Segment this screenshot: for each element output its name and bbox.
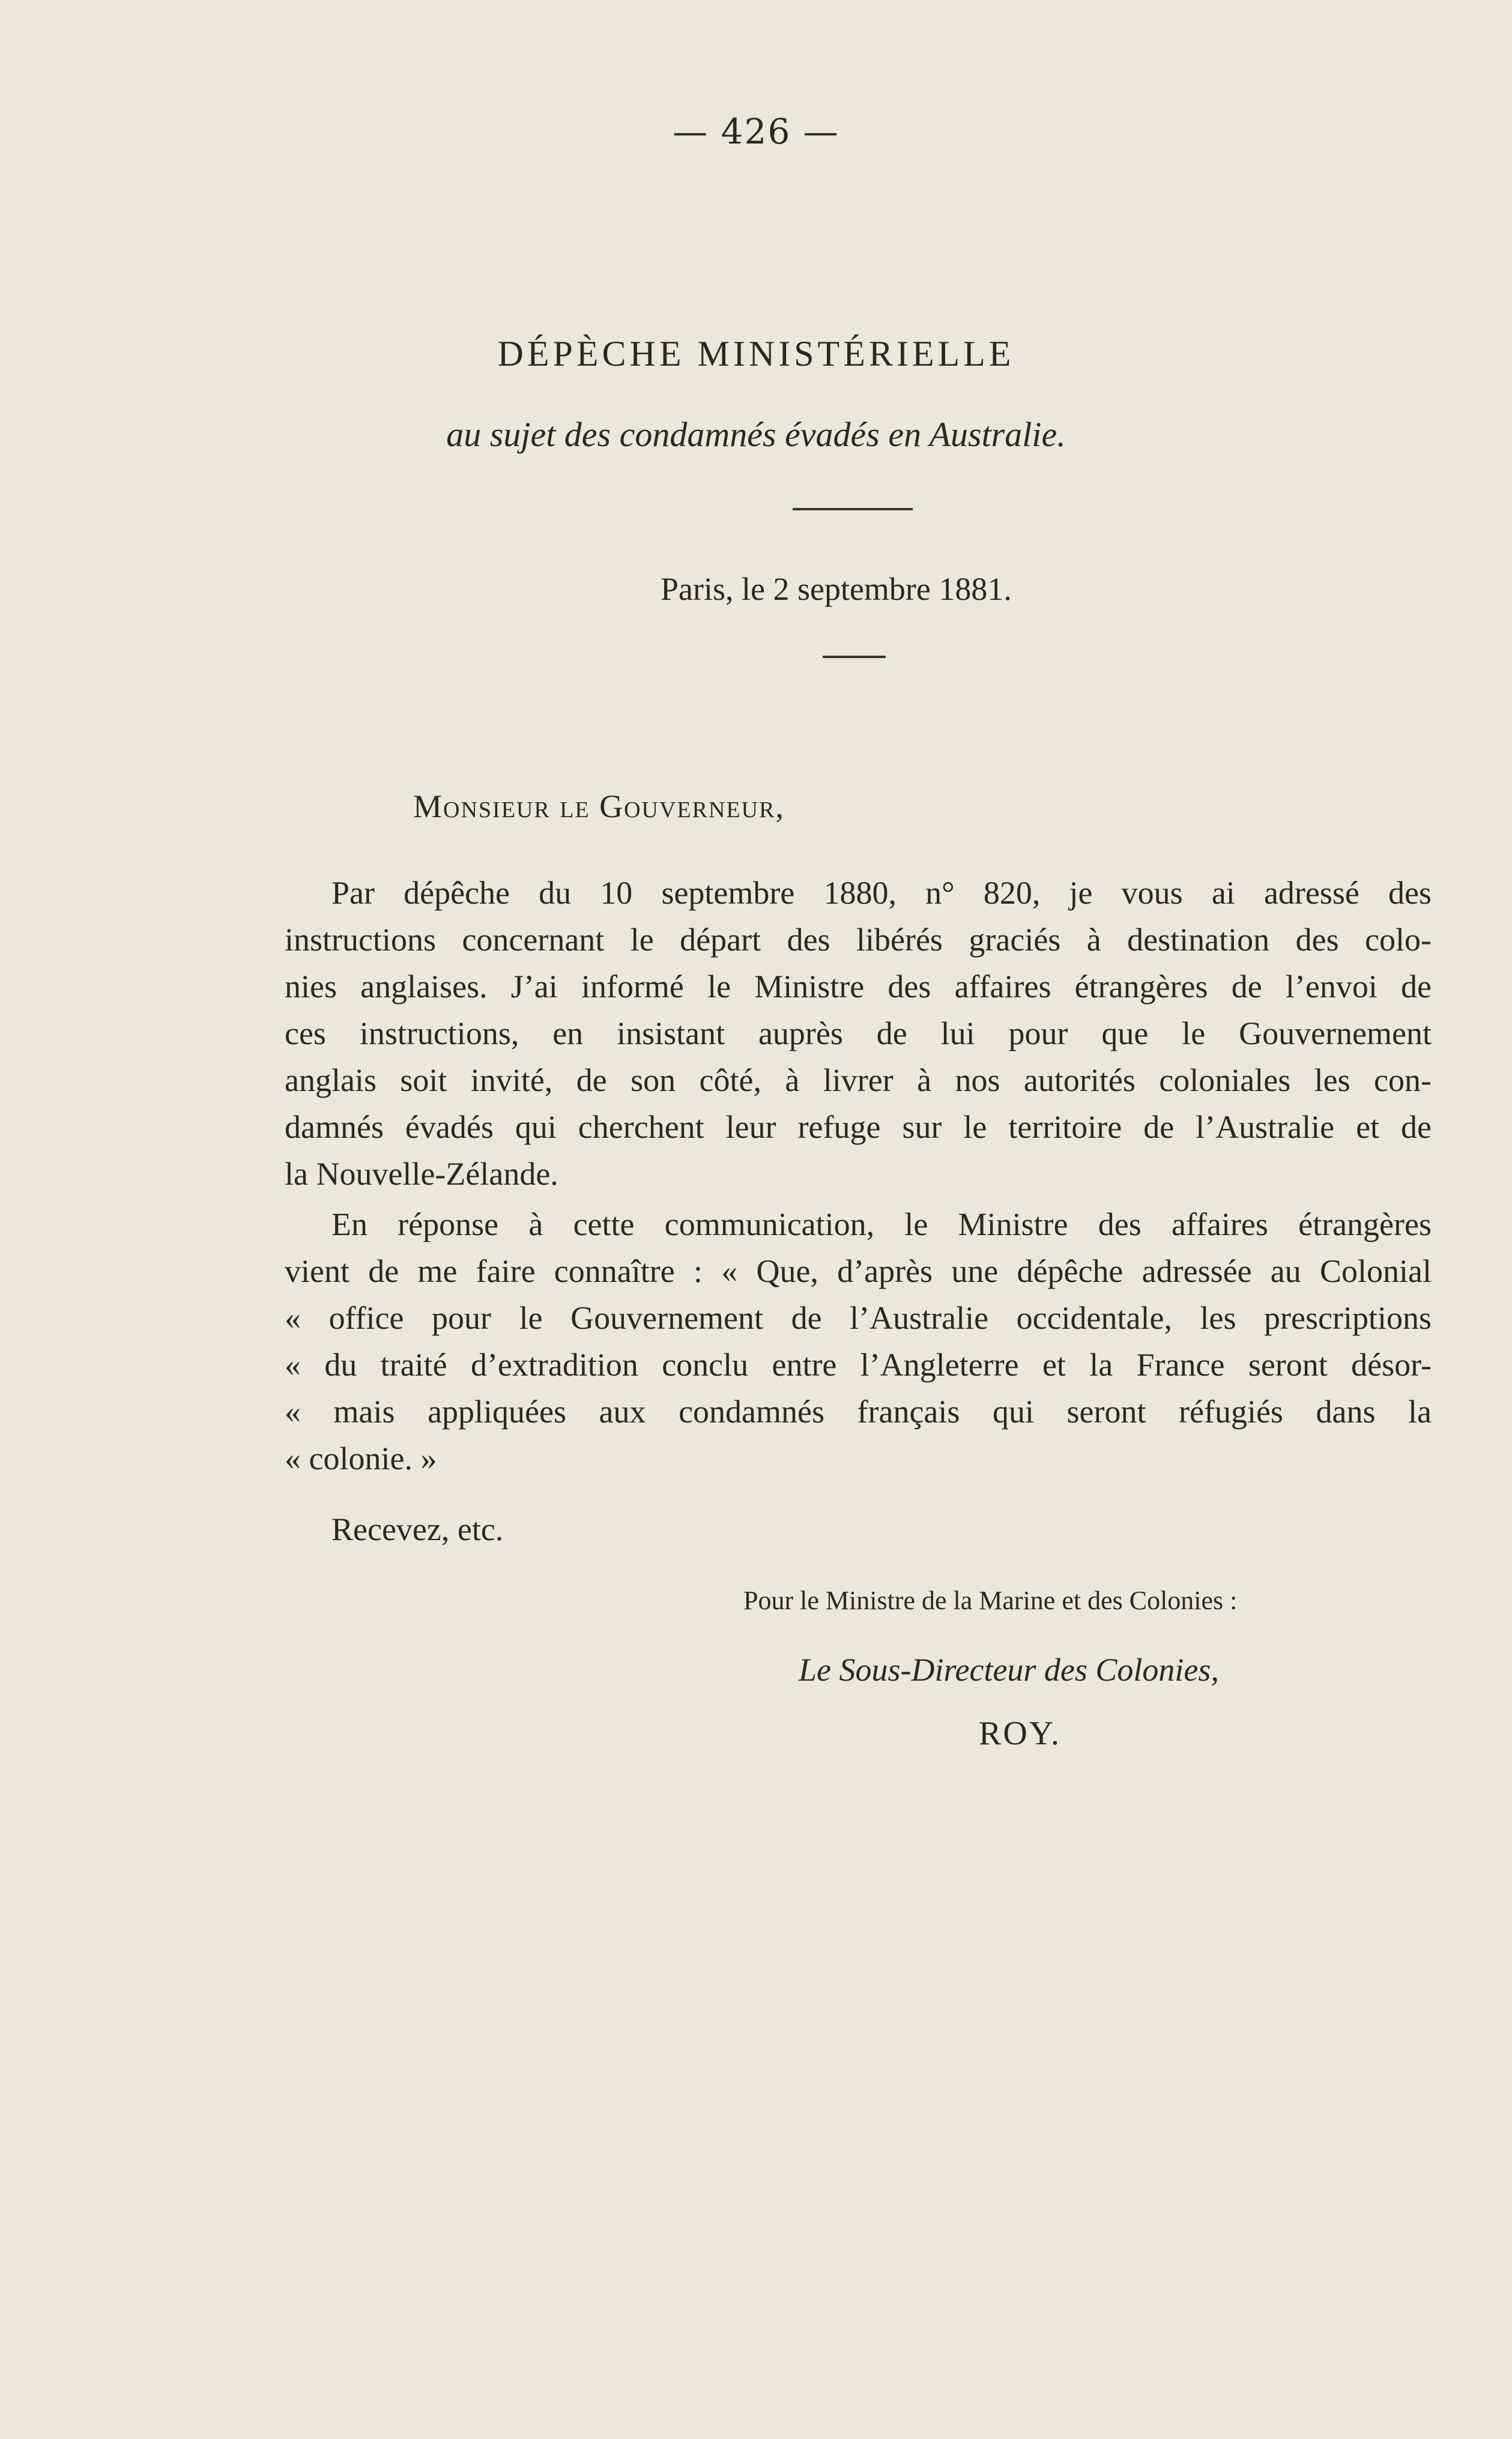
body-line: « du traité d’extradition conclu entre l’Angleterre et la France seront désor- [285, 1347, 1432, 1383]
body-line: « office pour le Gouvernement de l’Australie occidentale, les prescriptions [285, 1300, 1432, 1336]
page-number: — 426 — [673, 111, 839, 152]
body-line: ces instructions, en insistant auprès de lui pour que le Gouvernement [285, 1015, 1432, 1051]
signature-name: ROY. [979, 1715, 1062, 1752]
body-line: damnés évadés qui cherchent leur refuge sur le territoire de l’Australie et de [285, 1109, 1432, 1145]
body-line: « mais appliquées aux condamnés français qui seront réfugiés dans la [285, 1394, 1432, 1430]
signature-line: Pour le Ministre de la Marine et des Colonies : [743, 1586, 1238, 1615]
document-title: DÉPÈCHE MINISTÉRIELLE [497, 334, 1015, 373]
body-line: En réponse à cette communication, le Ministre des affaires étrangères [331, 1206, 1432, 1242]
document-subtitle: au sujet des condamnés évadés en Australie. [446, 415, 1066, 454]
title-divider [793, 508, 913, 510]
body-line: instructions concernant le départ des libérés graciés à destination des colo- [285, 922, 1432, 958]
body-line: anglais soit invité, de son côté, à livrer à nos autorités coloniales les con- [285, 1062, 1432, 1098]
body-line: Par dépêche du 10 septembre 1880, n° 820, je vous ai adressé des [331, 875, 1432, 911]
body-line: la Nouvelle-Zélande. [285, 1156, 558, 1192]
closing-line: Recevez, etc. [331, 1511, 504, 1547]
salutation: Monsieur le Gouverneur, [413, 788, 785, 824]
date-divider [823, 656, 886, 658]
signature-title: Le Sous-Directeur des Colonies, [799, 1652, 1219, 1688]
body-line: nies anglaises. J’ai informé le Ministre des affaires étrangères de l’envoi de [285, 969, 1432, 1005]
body-line: vient de me faire connaître : « Que, d’après une dépêche adressée au Colonial [285, 1253, 1432, 1289]
dateline: Paris, le 2 septembre 1881. [661, 571, 1012, 607]
body-line: « colonie. » [285, 1440, 437, 1476]
